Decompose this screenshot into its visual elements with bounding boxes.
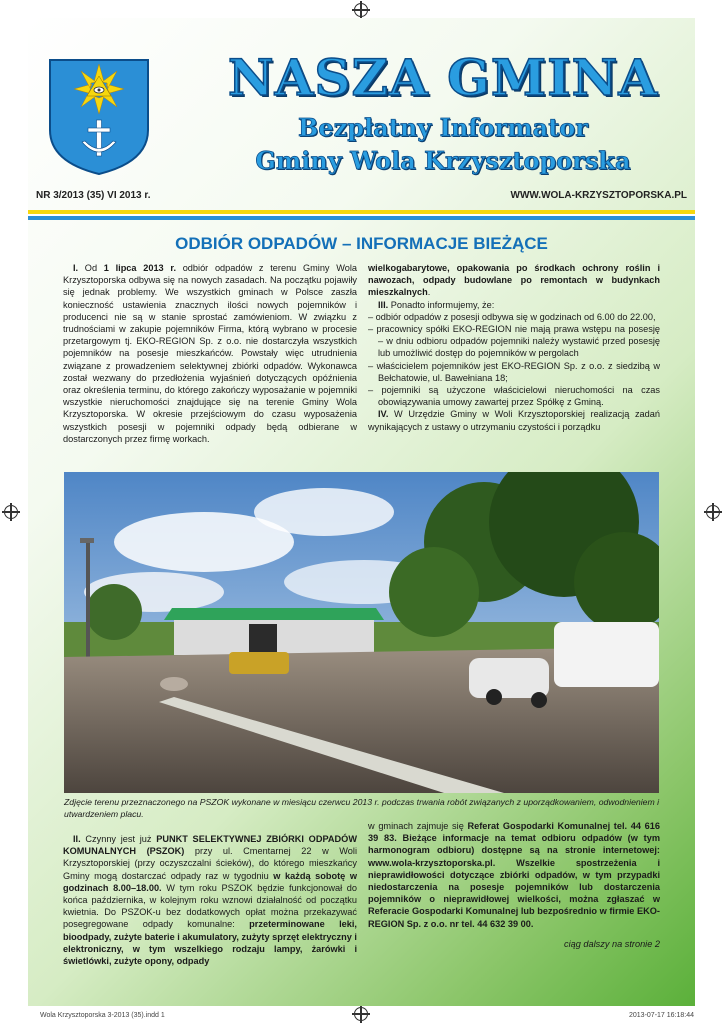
section-1-paragraph <box>63 262 357 445</box>
newsletter-page <box>28 18 695 1006</box>
section-4-text: W Urzędzie Gminy w Woli Krzysztoporskiej realizacją zadań wynikających z ustawy o utrzymaniu czystości i porządku <box>368 409 660 432</box>
section-3-intro <box>368 299 660 311</box>
bullet-text: pojemniki są użyczone właścicielowi nieruchomości na czas obowiązywania umowy zawartej przez Spółkę z Gminą. <box>378 385 660 408</box>
section-2-text-b: przy ul. Cmentarnej 22 w Woli Krzysztoporskiej (przy oczyszczalni ścieków), do którego mieszkańcy Gminy mogą dostarczać odpady raz w tygodniu <box>63 846 357 881</box>
contact-text: w gminach zajmuje się <box>368 821 468 831</box>
registration-mark-top <box>354 3 368 17</box>
section-2-text-a: Czynny jest już <box>80 834 157 844</box>
section-4-label: IV. <box>378 409 389 420</box>
issue-bar <box>36 190 687 208</box>
registration-mark-right <box>706 505 720 519</box>
waste-types-end: . <box>427 287 431 298</box>
section-3-text: Ponadto informujemy, że: <box>388 299 495 310</box>
section-1-column <box>63 262 357 445</box>
section-1-body: odbiór odpadów z terenu Gminy Wola Krzysztoporska odbywa się na nowych zasadach. Na początku pojawiły się jednak problemy. We wszystkich gminach w Polsce zaszła konieczność ustawienia znacznych ilości nowych pojemników i producenci nie są w stanie sprostać zamówieniom. W związku z trudnościami w zakupie pojemników Firma, którą wybrano w procesie przetargowym tj. EKO-REGION Sp. z o.o. nie dostarczyła wszystkich pojemników na posesje mieszkańców. Powstały więc utrudnienia związane z prowadzeniem selektywnej zbiórki odpadów. Wykonawca został wezwany do przedłożenia wyjaśnień dotyczących opóźnienia oraz określenia terminu, do którego zakończy wyposażanie w pojemniki wszystkie nieruchomości znajdujące się na terenie Gminy Wola Krzysztoporska. W okresie przejściowym do czasu wyposażenia wszystkich posesji w pojemniki odpady będą odbierane w dostarczonych przez firmę workach. <box>63 263 357 444</box>
section-2-column <box>63 833 357 967</box>
print-footer <box>0 1008 724 1024</box>
list-item: – właścicielem pojemników jest EKO-REGION Sp. z o.o. z siedzibą w Bełchatowie, ul. Bawełniana 18; <box>368 360 660 383</box>
section-4-paragraph <box>368 408 660 432</box>
section-1-text-a: Od <box>78 263 104 273</box>
newsletter-publisher: Gminy Wola Krzysztoporska <box>255 146 631 175</box>
newsletter-subtitle: Bezpłatny Informator <box>298 113 588 142</box>
print-timestamp: 2013-07-17 16:18:44 <box>629 1012 694 1019</box>
bullet-text: pracownicy spółki EKO-REGION nie mają prawa wstępu na posesję – w dniu odbioru odpadów pojemniki należy wystawić przed posesję lub umożliwić dostęp do pojemników w pergolach <box>376 324 661 359</box>
right-column-bottom <box>368 820 660 950</box>
photo-caption: Zdjęcie terenu przeznaczonego na PSZOK wykonane w miesiącu czerwcu 2013 r. podczas trwania robót związanych z uporządkowaniem, odwodnieniem i utwardzeniem placu. <box>64 797 660 819</box>
list-item: – pracownicy spółki EKO-REGION nie mają prawa wstępu na posesję – w dniu odbioru odpadów pojemniki należy wystawić przed posesję lub umożliwić dostęp do pojemników w pergolach <box>368 324 661 359</box>
accepted-waste-list: przeterminowane leki, bioodpady, zużyte baterie i akumulatory, zużyty sprzęt elektryczny i elektroniczny, w tym wszelkiego rodzaju lampy, żarówki i świetlówki, zużyte opony, odpady <box>63 919 357 967</box>
list-item: – odbiór odpadów z posesji odbywa się w godzinach od 6.00 do 22.00, <box>368 311 656 322</box>
opening-hours: w każdą sobotę w godzinach 8.00–18.00. <box>63 870 357 893</box>
bullet-text: odbiór odpadów z posesji odbywa się w godzinach od 6.00 do 22.00, <box>375 311 656 322</box>
contact-paragraph <box>368 820 660 930</box>
pszok-site-photo <box>64 472 659 793</box>
section-1-label: I. <box>73 263 79 273</box>
list-item: – pojemniki są użyczone właścicielowi nieruchomości na czas obowiązywania umowy zawartej przez Spółkę z Gminą. <box>368 385 660 408</box>
section-2-label: II. <box>73 834 81 844</box>
indd-filename: Wola Krzysztoporska 3-2013 (35).indd 1 <box>40 1012 165 1019</box>
section-2-paragraph <box>63 833 357 967</box>
registration-mark-left <box>4 505 18 519</box>
masthead <box>203 48 683 175</box>
pszok-name: PUNKT SELEKTYWNEJ ZBIÓRKI ODPADÓW KOMUNALNYCH (PSZOK) <box>63 834 357 857</box>
continued-note: ciąg dalszy na stronie 2 <box>563 938 660 949</box>
coat-of-arms-icon <box>48 58 150 176</box>
bullet-list <box>368 311 660 409</box>
right-column-top <box>368 262 660 433</box>
section-1-date: 1 lipca 2013 r. <box>103 263 176 273</box>
issue-number: NR 3/2013 (35) VI 2013 r. <box>36 190 151 201</box>
blue-stripe <box>28 216 695 220</box>
website-link[interactable]: WWW.WOLA-KRZYSZTOPORSKA.PL <box>510 190 687 201</box>
bullet-text: właścicielem pojemników jest EKO-REGION Sp. z o.o. z siedzibą w Bełchatowie, ul. Bawełniana 18; <box>376 360 660 383</box>
waste-types-paragraph <box>368 262 660 299</box>
contact-info: Referat Gospodarki Komunalnej tel. 44 616 39 83. Bieżące informacje na temat odbioru odpadów (w tym harmonogram odbioru) dostępne są na stronie internetowej: www.wola-krzysztoporska.pl. Wszelkie spostrzeżenia i nieprawidłowości dotyczące zbiórki odpadów, w tym przypadki niedostarczenia na posesje pojemników lub dostarczenia pojemników o nieprawidłowej wielkości, można zgłaszać w Referacie Gospodarki Komunalnej lub bezpośrednio w firmie EKO-REGION Sp. z o.o. nr tel. 44 632 39 00. <box>368 821 660 929</box>
article-headline: ODBIÓR ODPADÓW – INFORMACJE BIEŻĄCE <box>175 234 548 253</box>
waste-types-bold: wielkogabarytowe, opakowania po środkach ochrony roślin i nawozach, odpady budowlane po remontach w budynkach mieszkalnych <box>368 263 660 298</box>
section-2-text-c: W tym roku PSZOK będzie funkcjonował do końca października, w kolejnym roku wznowi działalność od początku kwietnia. Do PSZOK-u bez dodatkowych opłat można przekazywać posegregowane odpady komunalne: <box>63 882 358 930</box>
section-3-label: III. <box>378 299 389 310</box>
newsletter-title: NASZA GMINA <box>227 48 659 107</box>
